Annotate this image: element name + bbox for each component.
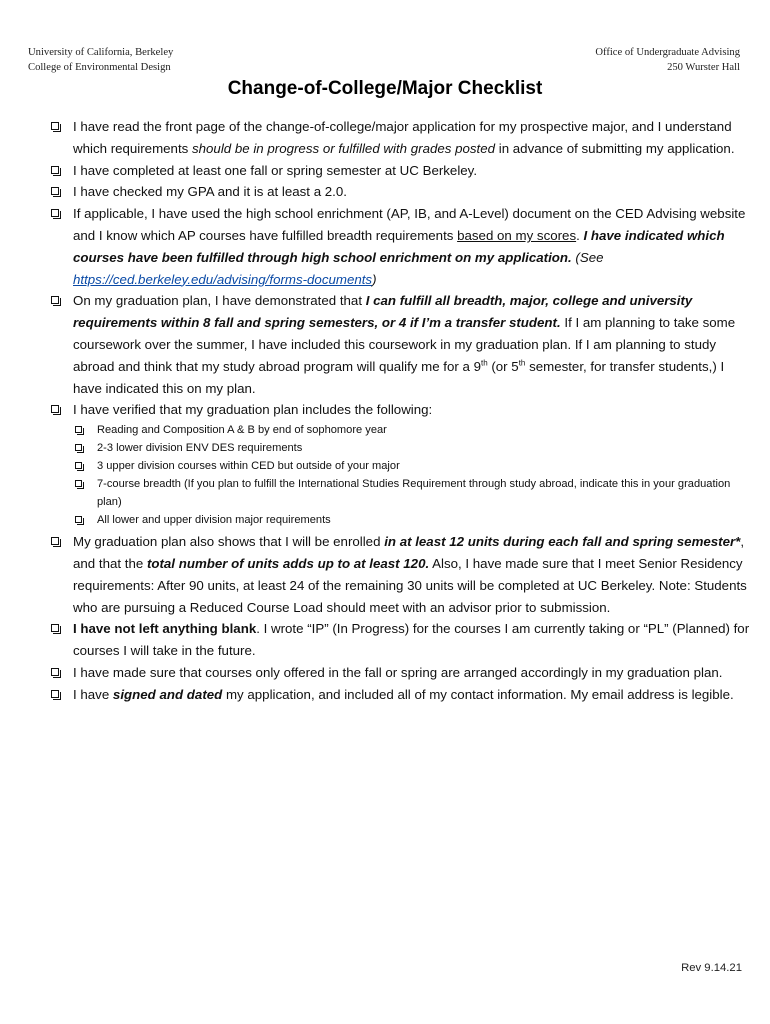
revision-label: Rev 9.14.21 (681, 962, 742, 974)
item-text: semester, for transfer students,) I have indicated this on my plan. (73, 358, 725, 396)
header-right (595, 45, 740, 75)
item-text: . I wrote “IP” (In Progress) for the courses I am currently taking or “PL” (Planned) for courses I will take in the future. (73, 621, 750, 659)
checkbox-icon[interactable] (51, 122, 59, 130)
checklist-item (51, 662, 751, 684)
sub-checklist-item (75, 457, 751, 475)
item-text: my application, and included all of my contact information. My email address is legible. (222, 686, 734, 702)
sub-checklist-item (75, 421, 751, 439)
item-text: ) (372, 271, 377, 287)
checklist-item (51, 160, 751, 182)
item-text: I have made sure that courses only offered in the fall or spring are arranged accordingly in my graduation plan. (73, 664, 723, 680)
checklist-item (51, 531, 751, 618)
item-text: I have read the front page of the change-of-college/major application for my prospective major, and I understand which requirements (73, 119, 732, 156)
item-text: I have (73, 686, 113, 702)
checklist-item (51, 290, 751, 399)
checkbox-icon[interactable] (75, 462, 82, 469)
checklist-item (51, 181, 751, 203)
checklist-item (51, 684, 751, 706)
sub-checklist-item (75, 439, 751, 457)
sub-item-text: All lower and upper division major requirements (97, 514, 331, 527)
item-text: (See (571, 249, 604, 265)
university-name: University of California, Berkeley (28, 47, 174, 58)
header-left (28, 45, 173, 75)
checkbox-icon[interactable] (75, 480, 82, 487)
college-name: College of Environmental Design (28, 62, 171, 73)
checkbox-icon[interactable] (51, 405, 59, 413)
item-emphasis: in at least 12 units during each fall and spring semester* (384, 534, 741, 550)
checklist-item (51, 399, 751, 421)
superscript: th (480, 358, 488, 368)
checkbox-icon[interactable] (75, 426, 82, 433)
checkbox-icon[interactable] (51, 187, 59, 195)
item-text: On my graduation plan, I have demonstrated that (73, 293, 366, 309)
item-text: If I am planning to take some coursework over the summer, I have included this coursework in my graduation plan. If I am planning to study abroad and think that my study abroad program will qualify me for a 9 (73, 315, 736, 374)
office-address: 250 Wurster Hall (667, 62, 740, 73)
item-emphasis: I have indicated which courses have been fulfilled through high school enrichment on my application. (73, 227, 725, 265)
item-underline: based on my scores (457, 227, 577, 243)
checkbox-icon[interactable] (51, 209, 59, 217)
forms-documents-link[interactable]: https://ced.berkeley.edu/advising/forms-documents (73, 271, 373, 287)
checkbox-icon[interactable] (51, 296, 59, 304)
sub-item-text: 7-course breadth (If you plan to fulfill the International Studies Requirement through study abroad, indicate this in your graduation plan) (97, 478, 731, 509)
sub-item-text: 2-3 lower division ENV DES requirements (97, 442, 303, 455)
item-emphasis: I can fulfill all breadth, major, college and university requirements within 8 fall and spring semesters, or 4 if I’m a transfer student. (73, 293, 693, 331)
item-text: If applicable, I have used the high school enrichment (AP, IB, and A-Level) document on the CED Advising website and I know which AP courses have fulfilled breadth requirements (73, 206, 746, 243)
checkbox-icon[interactable] (75, 444, 82, 451)
checklist (51, 116, 751, 706)
checkbox-icon[interactable] (51, 537, 59, 545)
sub-checklist-item (75, 475, 751, 511)
item-text: Also, I have made sure that I meet Senior Residency requirements: After 90 units, at least 24 of the remaining 30 units will be completed at UC Berkeley. Note: Students who are pursuing a Reduced Course Load should meet with an advisor prior to submission. (73, 555, 747, 615)
item-emphasis: total number of units adds up to at least 120. (146, 555, 430, 571)
checkbox-icon[interactable] (51, 668, 59, 676)
checkbox-icon[interactable] (51, 690, 59, 698)
office-name: Office of Undergraduate Advising (595, 47, 740, 58)
checkbox-icon[interactable] (51, 624, 59, 632)
checklist-item (51, 203, 751, 290)
item-emphasis: I have not left anything blank (73, 621, 257, 637)
page-title: Change-of-College/Major Checklist (227, 78, 543, 99)
sub-checklist (51, 421, 751, 529)
item-emphasis: should be in progress or fulfilled with grades posted (191, 140, 496, 156)
item-text: . (576, 227, 584, 243)
item-text: (or 5 (487, 358, 519, 374)
checkbox-icon[interactable] (75, 516, 82, 523)
sub-item-text: 3 upper division courses within CED but outside of your major (97, 460, 400, 473)
item-text: , and that the (73, 534, 745, 571)
item-text: My graduation plan also shows that I will be enrolled (73, 534, 385, 550)
item-text: I have verified that my graduation plan includes the following: (73, 402, 433, 418)
item-text: I have checked my GPA and it is at least a 2.0. (73, 184, 347, 200)
item-text: in advance of submitting my application. (495, 140, 735, 156)
checklist-item (51, 116, 751, 160)
item-text: I have completed at least one fall or spring semester at UC Berkeley. (73, 162, 478, 178)
checkbox-icon[interactable] (51, 166, 59, 174)
sub-checklist-item (75, 511, 751, 529)
item-emphasis: signed and dated (112, 686, 223, 702)
sub-item-text: Reading and Composition A & B by end of sophomore year (97, 424, 387, 437)
checklist-item (51, 618, 751, 662)
superscript: th (518, 358, 526, 368)
